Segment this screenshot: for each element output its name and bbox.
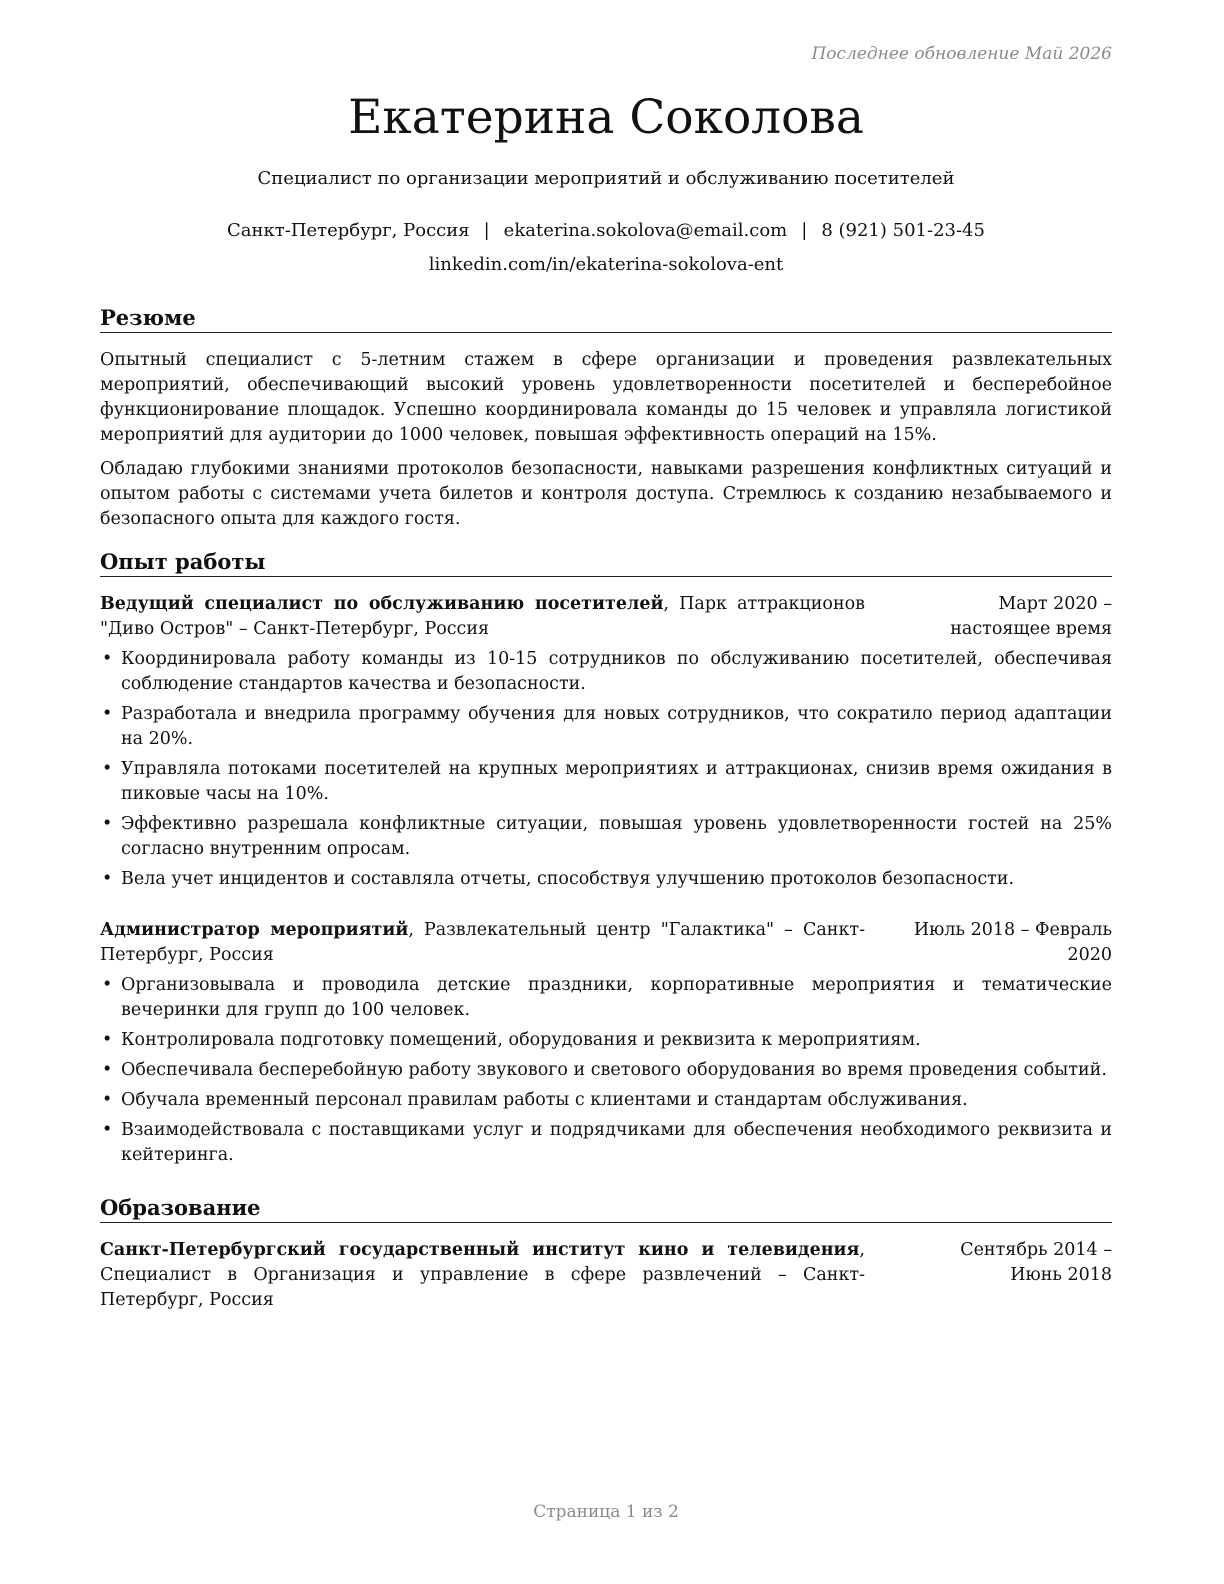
bullet-icon: • (102, 759, 113, 779)
bullet-icon: • (102, 975, 113, 995)
contact-separator: | (801, 220, 808, 241)
bullet-icon: • (102, 814, 113, 834)
summary-paragraph: Обладаю глубокими знаниями протоколов безопасности, навыками разрешения конфликтных ситуаций и опытом работы с системами учета билетов и контроля доступа. Стремлюсь к созданию незабываемого и безопасного опыта для каждого гостя. (100, 459, 1112, 529)
job-bullets (100, 973, 1112, 1173)
person-name: Екатерина Соколова (348, 90, 864, 145)
location: Санкт-Петербург, Россия (227, 220, 470, 241)
section-title-summary: Резюме (100, 304, 1112, 333)
email-link[interactable]: ekaterina.sokolova@email.com (503, 220, 788, 241)
section-title-education: Образование (100, 1194, 1112, 1223)
job-position: Администратор мероприятий (100, 920, 409, 940)
education-dates: Сентябрь 2014 – Июнь 2018 (960, 1240, 1112, 1285)
list-item: • Взаимодействовала с поставщиками услуг и подрядчиками для обеспечения необходимого реквизита и кейтеринга. (102, 1120, 1112, 1165)
phone: 8 (921) 501-23-45 (821, 220, 985, 241)
institution-name: Санкт-Петербургский государственный институт кино и телевидения (100, 1240, 860, 1260)
list-item: • Обучала временный персонал правилам работы с клиентами и стандартам обслуживания. (100, 1088, 1112, 1113)
contact-separator: | (483, 220, 490, 241)
job-company: , Развлекательный центр "Галактика" – Санкт-Петербург, Россия (100, 920, 866, 965)
job-company: , Парк аттракционов "Диво Остров" – Санкт-Петербург, Россия (100, 594, 865, 639)
job-dates: Март 2020 – настоящее время (950, 594, 1112, 639)
degree-details: , Специалист в Организация и управление в сфере развлечений – Санкт-Петербург, Россия (100, 1240, 865, 1310)
list-item: • Управляла потоками посетителей на крупных мероприятиях и аттракционах, снизив время ожидания в пиковые часы на 10%. (102, 759, 1112, 804)
job-bullets (100, 647, 1112, 897)
contact-line (100, 220, 1112, 241)
bullet-icon: • (102, 1060, 113, 1080)
bullet-icon: • (102, 1030, 113, 1050)
last-updated: Последнее обновление Май 2026 (811, 44, 1112, 64)
summary-paragraph: Опытный специалист с 5-летним стажем в сфере организации и проведения развлекательных мероприятий, обеспечивающий высокий уровень удовлетворенности посетителей и бесперебойное функционирование площадок. Успешно координировала команды до 15 человек и управляла логистикой мероприятий для аудитории до 1000 человек, повышая эффективность операций на 15%. (100, 350, 1112, 445)
list-item: • Контролировала подготовку помещений, оборудования и реквизита к мероприятиям. (100, 1028, 1112, 1053)
page-number: Страница 1 из 2 (533, 1502, 679, 1522)
list-item: • Эффективно разрешала конфликтные ситуации, повышая уровень удовлетворенности гостей на 25% согласно внутренним опросам. (102, 814, 1112, 859)
bullet-icon: • (102, 649, 113, 669)
bullet-icon: • (102, 1090, 113, 1110)
bullet-icon: • (102, 869, 113, 889)
job-dates: Июль 2018 – Февраль 2020 (913, 920, 1112, 965)
resume-page (100, 0, 1112, 1584)
list-item: • Организовывала и проводила детские праздники, корпоративные мероприятия и тематические вечеринки для групп до 100 человек. (102, 975, 1112, 1020)
job-info (100, 592, 865, 642)
list-item: • Координировала работу команды из 10-15 сотрудников по обслуживанию посетителей, обеспечивая соблюдение стандартов качества и безопасности. (102, 649, 1112, 694)
list-item: • Обеспечивала бесперебойную работу звукового и светового оборудования во время проведения событий. (100, 1058, 1112, 1083)
bullet-icon: • (102, 1120, 113, 1140)
list-item: • Разработала и внедрила программу обучения для новых сотрудников, что сократило период адаптации на 20%. (102, 704, 1112, 749)
job-title: Специалист по организации мероприятий и обслуживанию посетителей (257, 168, 955, 189)
job-info (100, 918, 865, 968)
bullet-icon: • (102, 704, 113, 724)
linkedin-link[interactable]: linkedin.com/in/ekaterina-sokolova-ent (428, 254, 784, 275)
list-item: • Вела учет инцидентов и составляла отчеты, способствуя улучшению протоколов безопасности. (100, 867, 1112, 892)
section-title-experience: Опыт работы (100, 548, 1112, 577)
education-info (100, 1238, 865, 1313)
job-position: Ведущий специалист по обслуживанию посетителей (100, 594, 664, 614)
